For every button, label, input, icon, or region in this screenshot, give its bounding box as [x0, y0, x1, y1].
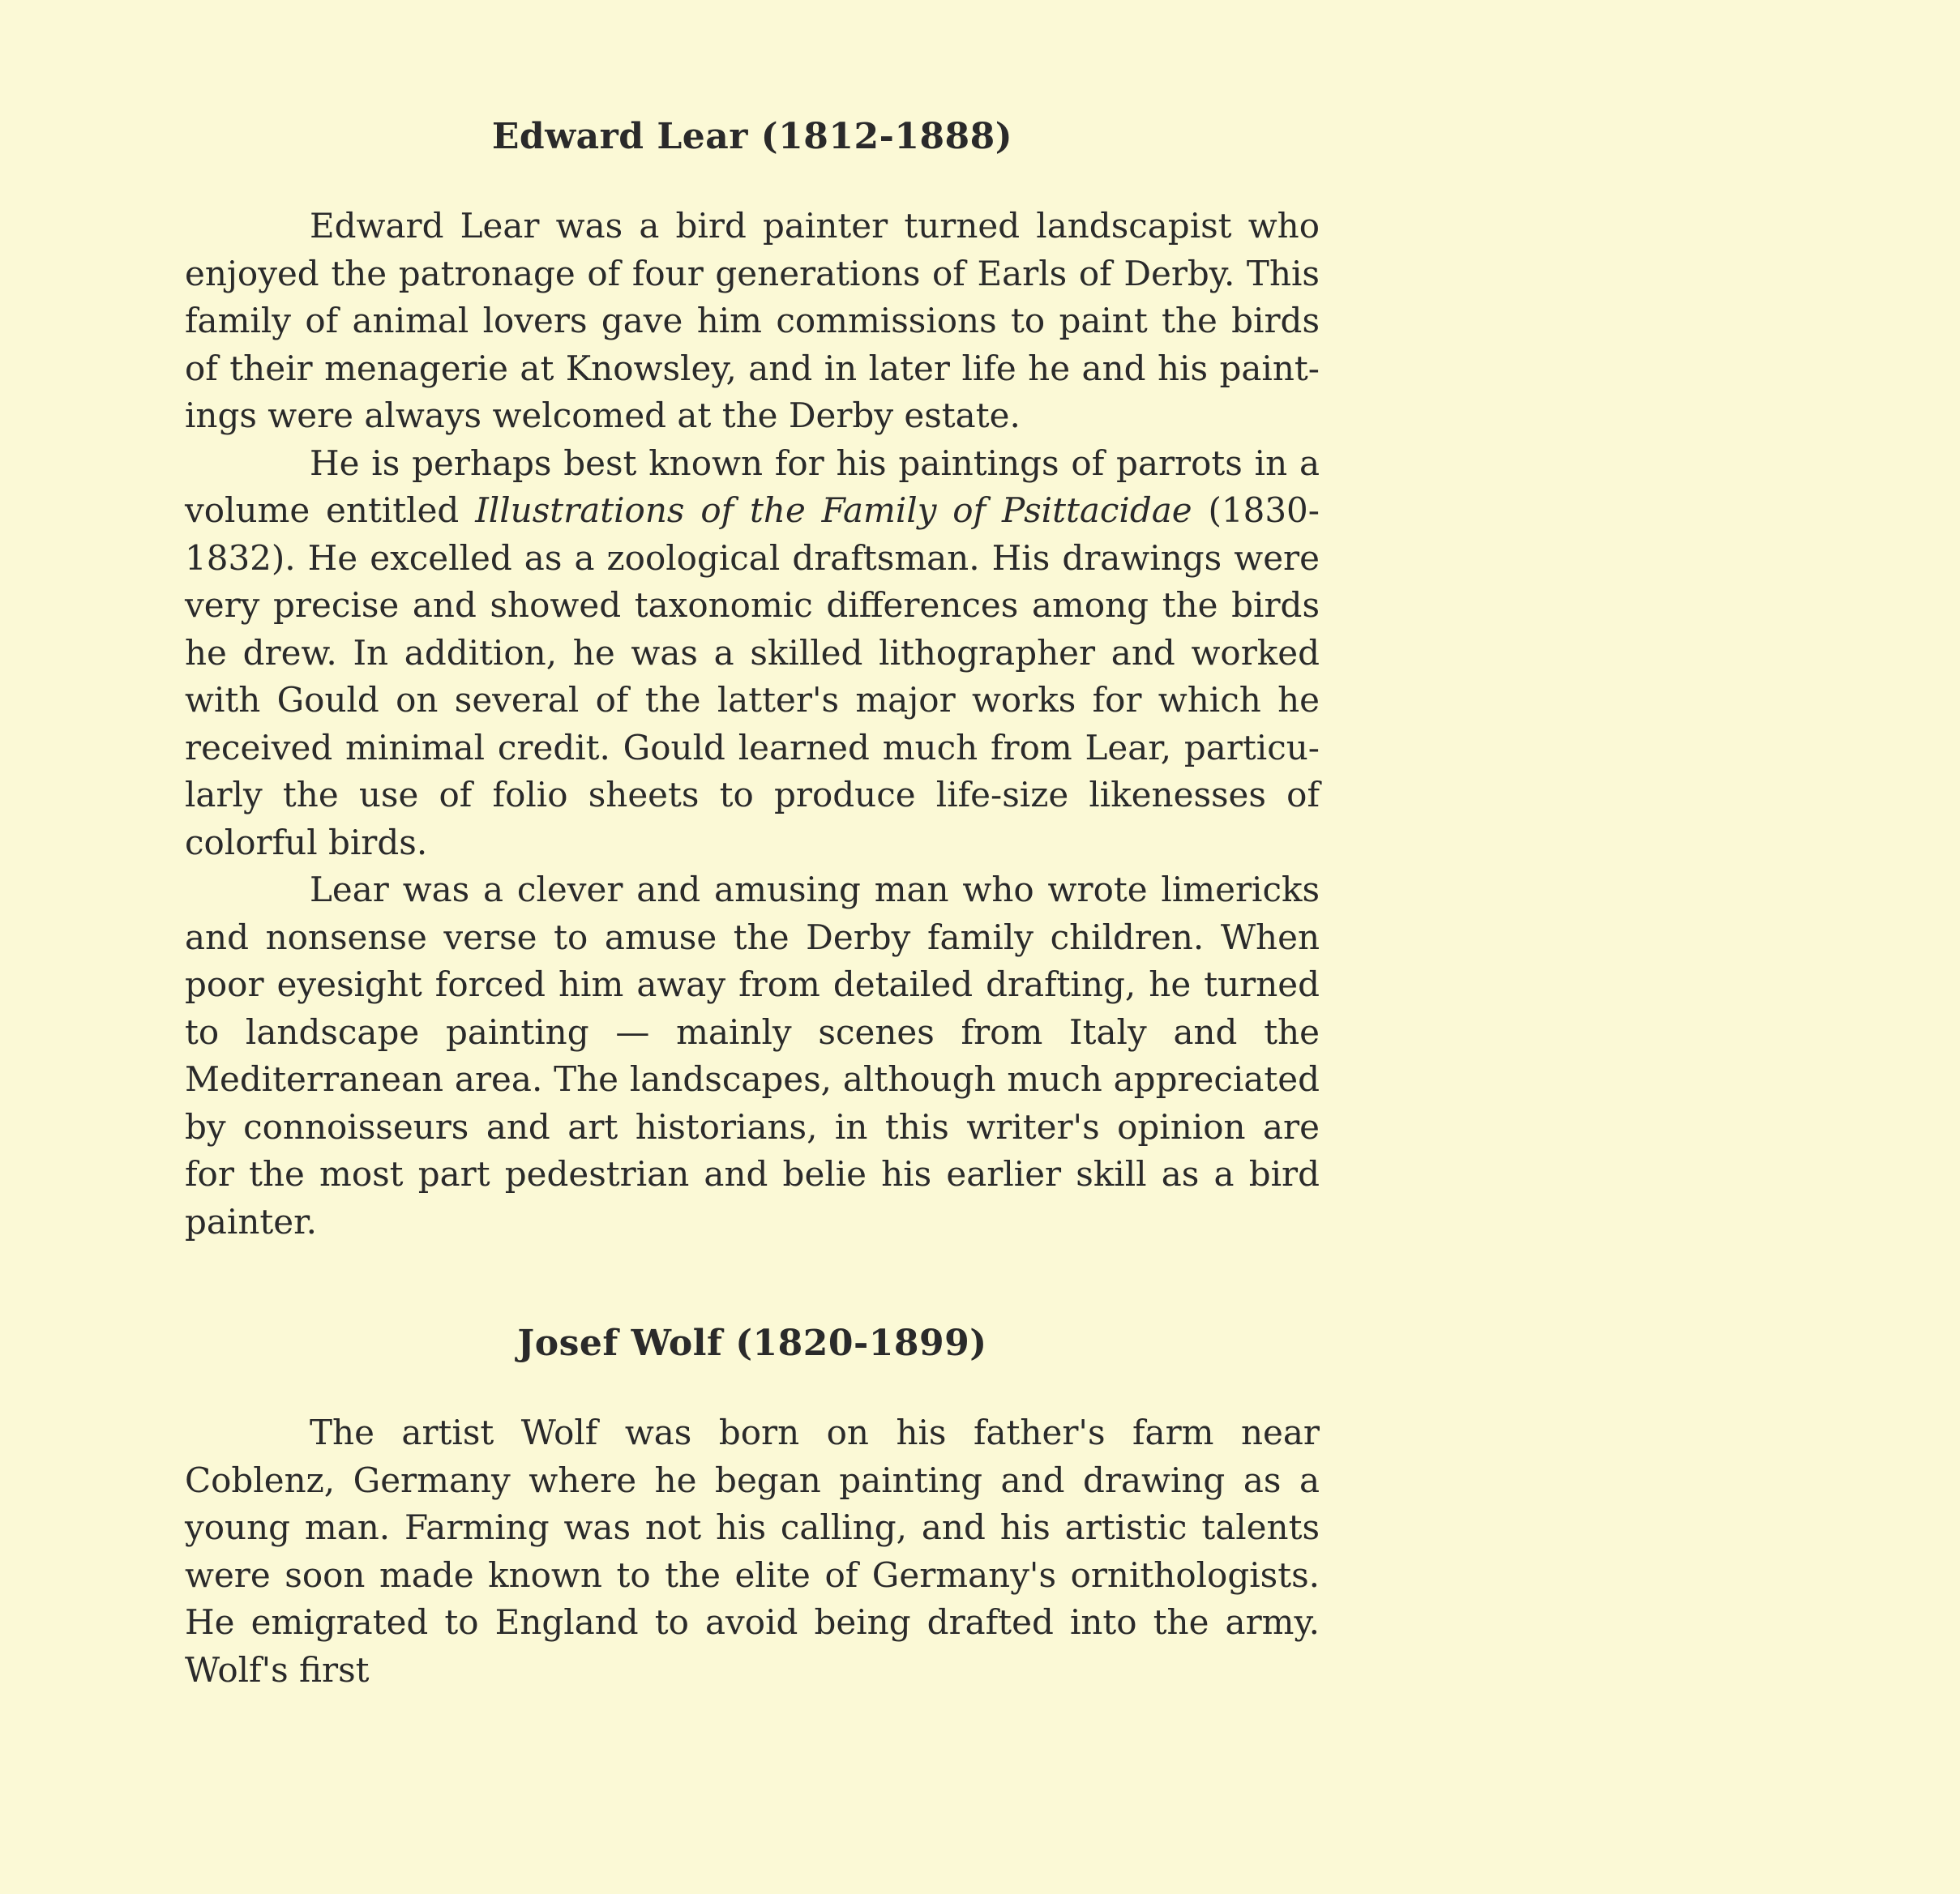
section-heading-wolf: Josef Wolf (1820-1899): [517, 1323, 987, 1364]
document-page: [185, 113, 1320, 1694]
section-heading-lear: Edward Lear (1812-1888): [491, 116, 1013, 157]
section-body-lear: [185, 203, 1320, 1246]
book-title: Illustrations of the Family of Psittacidae: [475, 490, 1192, 530]
paragraph: The artist Wolf was born on his father's farm near Coblenz, Germany where he began painting and drawing as a young man. Farming was not his calling, and his artistic talents were soon made known to the elite of Germany's ornithologists. He emigrated to England to avoid being drafted into the army. Wolf's first: [185, 1413, 1320, 1690]
paragraph-text: He is perhaps best known for his paintings of parrots in a volume entitled: [185, 443, 1320, 530]
paragraph-text: (1830-1832). He excelled as a zoological draftsman. His drawings were very precise and showed taxonomic differences among the birds he drew. In addition, he was a skilled lithographer and worked with Gould on several of the latter's major works for which he received minimal credit. Gould learned much from Lear, particularly the use of folio sheets to produce life-size likenesses of colorful birds.: [185, 490, 1320, 862]
paragraph: Edward Lear was a bird painter turned landscapist who enjoyed the patronage of four generations of Earls of Derby. This family of animal lovers gave him commissions to paint the birds of their menagerie at Knowsley, and in later life he and his paintings were always welcomed at the Derby estate.: [185, 206, 1320, 435]
paragraph: [185, 440, 1320, 867]
section-body-wolf: [185, 1409, 1320, 1694]
paragraph: Lear was a clever and amusing man who wrote limericks and nonsense verse to amuse the Derby family children. When poor eyesight forced him away from detailed drafting, he turned to landscape painting — mainly scenes from Italy and the Mediterranean area. The landscapes, although much appreciated by connoisseurs and art historians, in this writer's opinion are for the most part pedestrian and belie his earlier skill as a bird painter.: [185, 870, 1320, 1242]
